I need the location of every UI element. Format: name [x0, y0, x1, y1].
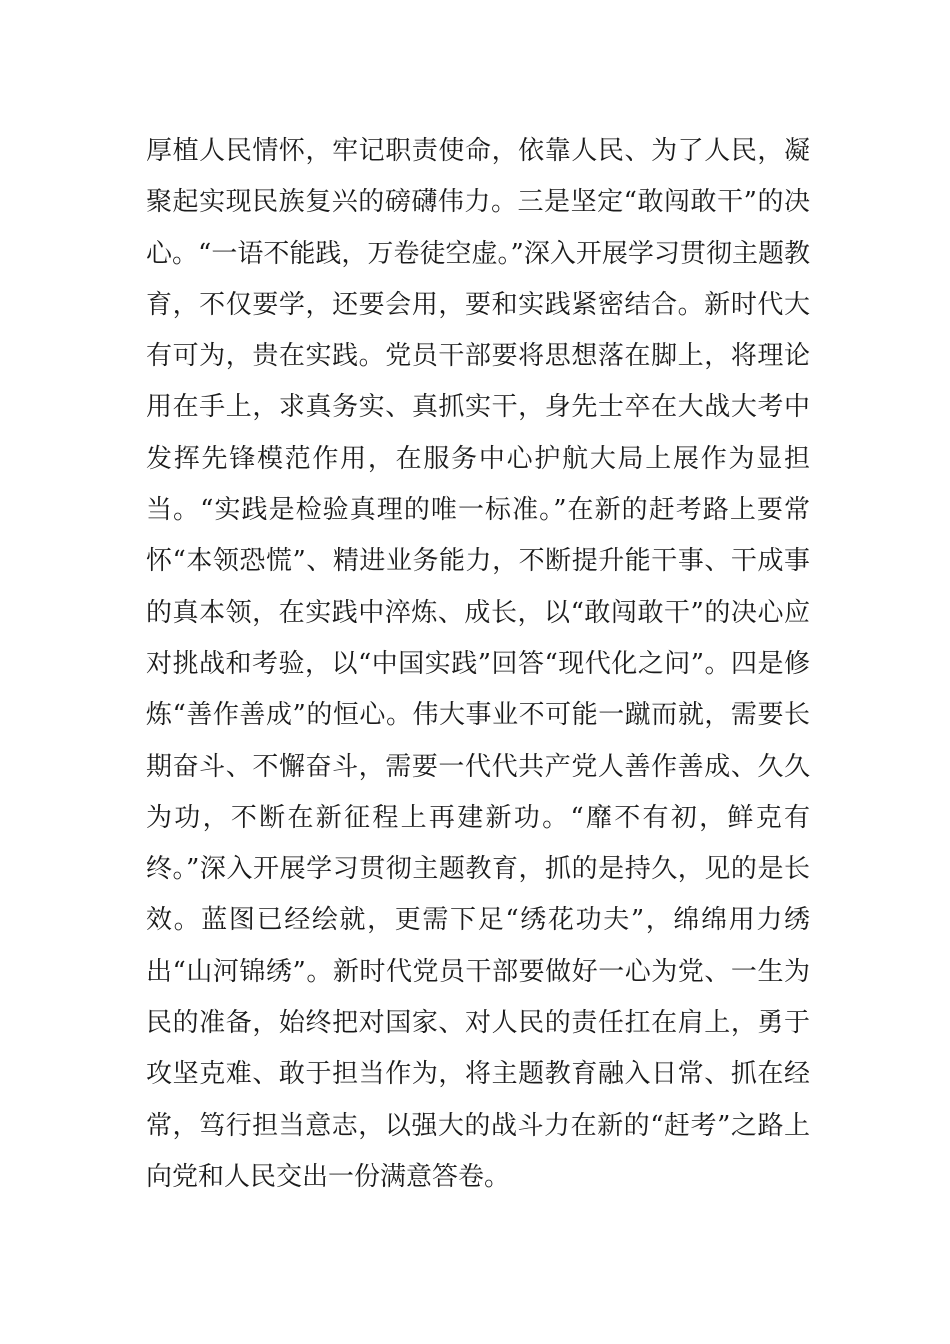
body-paragraph: 厚植人民情怀，牢记职责使命，依靠人民、为了人民，凝聚起实现民族复兴的磅礴伟力。三是坚定“敢闯敢干”的决心。“一语不能践，万卷徒空虚。”深入开展学习贯彻主题教育，不仅要学，还要会用，要和实践紧密结合。新时代大有可为，贵在实践。党员干部要将思想落在脚上，将理论用在手上，求真务实、真抓实干，身先士卒在大战大考中发挥先锋模范作用，在服务中心护航大局上展作为显担当。“实践是检验真理的唯一标准。”在新的赶考路上要常怀“本领恐慌”、精进业务能力，不断提升能干事、干成事的真本领，在实践中淬炼、成长，以“敢闯敢干”的决心应对挑战和考验，以“中国实践”回答“现代化之问”。四是修炼“善作善成”的恒心。伟大事业不可能一蹴而就，需要长期奋斗、不懈奋斗，需要一代代共产党人善作善成、久久为功，不断在新征程上再建新功。“靡不有初，鲜克有终。”深入开展学习贯彻主题教育，抓的是持久，见的是长效。蓝图已经绘就，更需下足“绣花功夫”，绵绵用力绣出“山河锦绣”。新时代党员干部要做好一心为党、一生为民的准备，始终把对国家、对人民的责任扛在肩上，勇于攻坚克难、敢于担当作为，将主题教育融入日常、抓在经常，笃行担当意志，以强大的战斗力在新的“赶考”之路上向党和人民交出一份满意答卷。 [146, 136, 810, 1192]
